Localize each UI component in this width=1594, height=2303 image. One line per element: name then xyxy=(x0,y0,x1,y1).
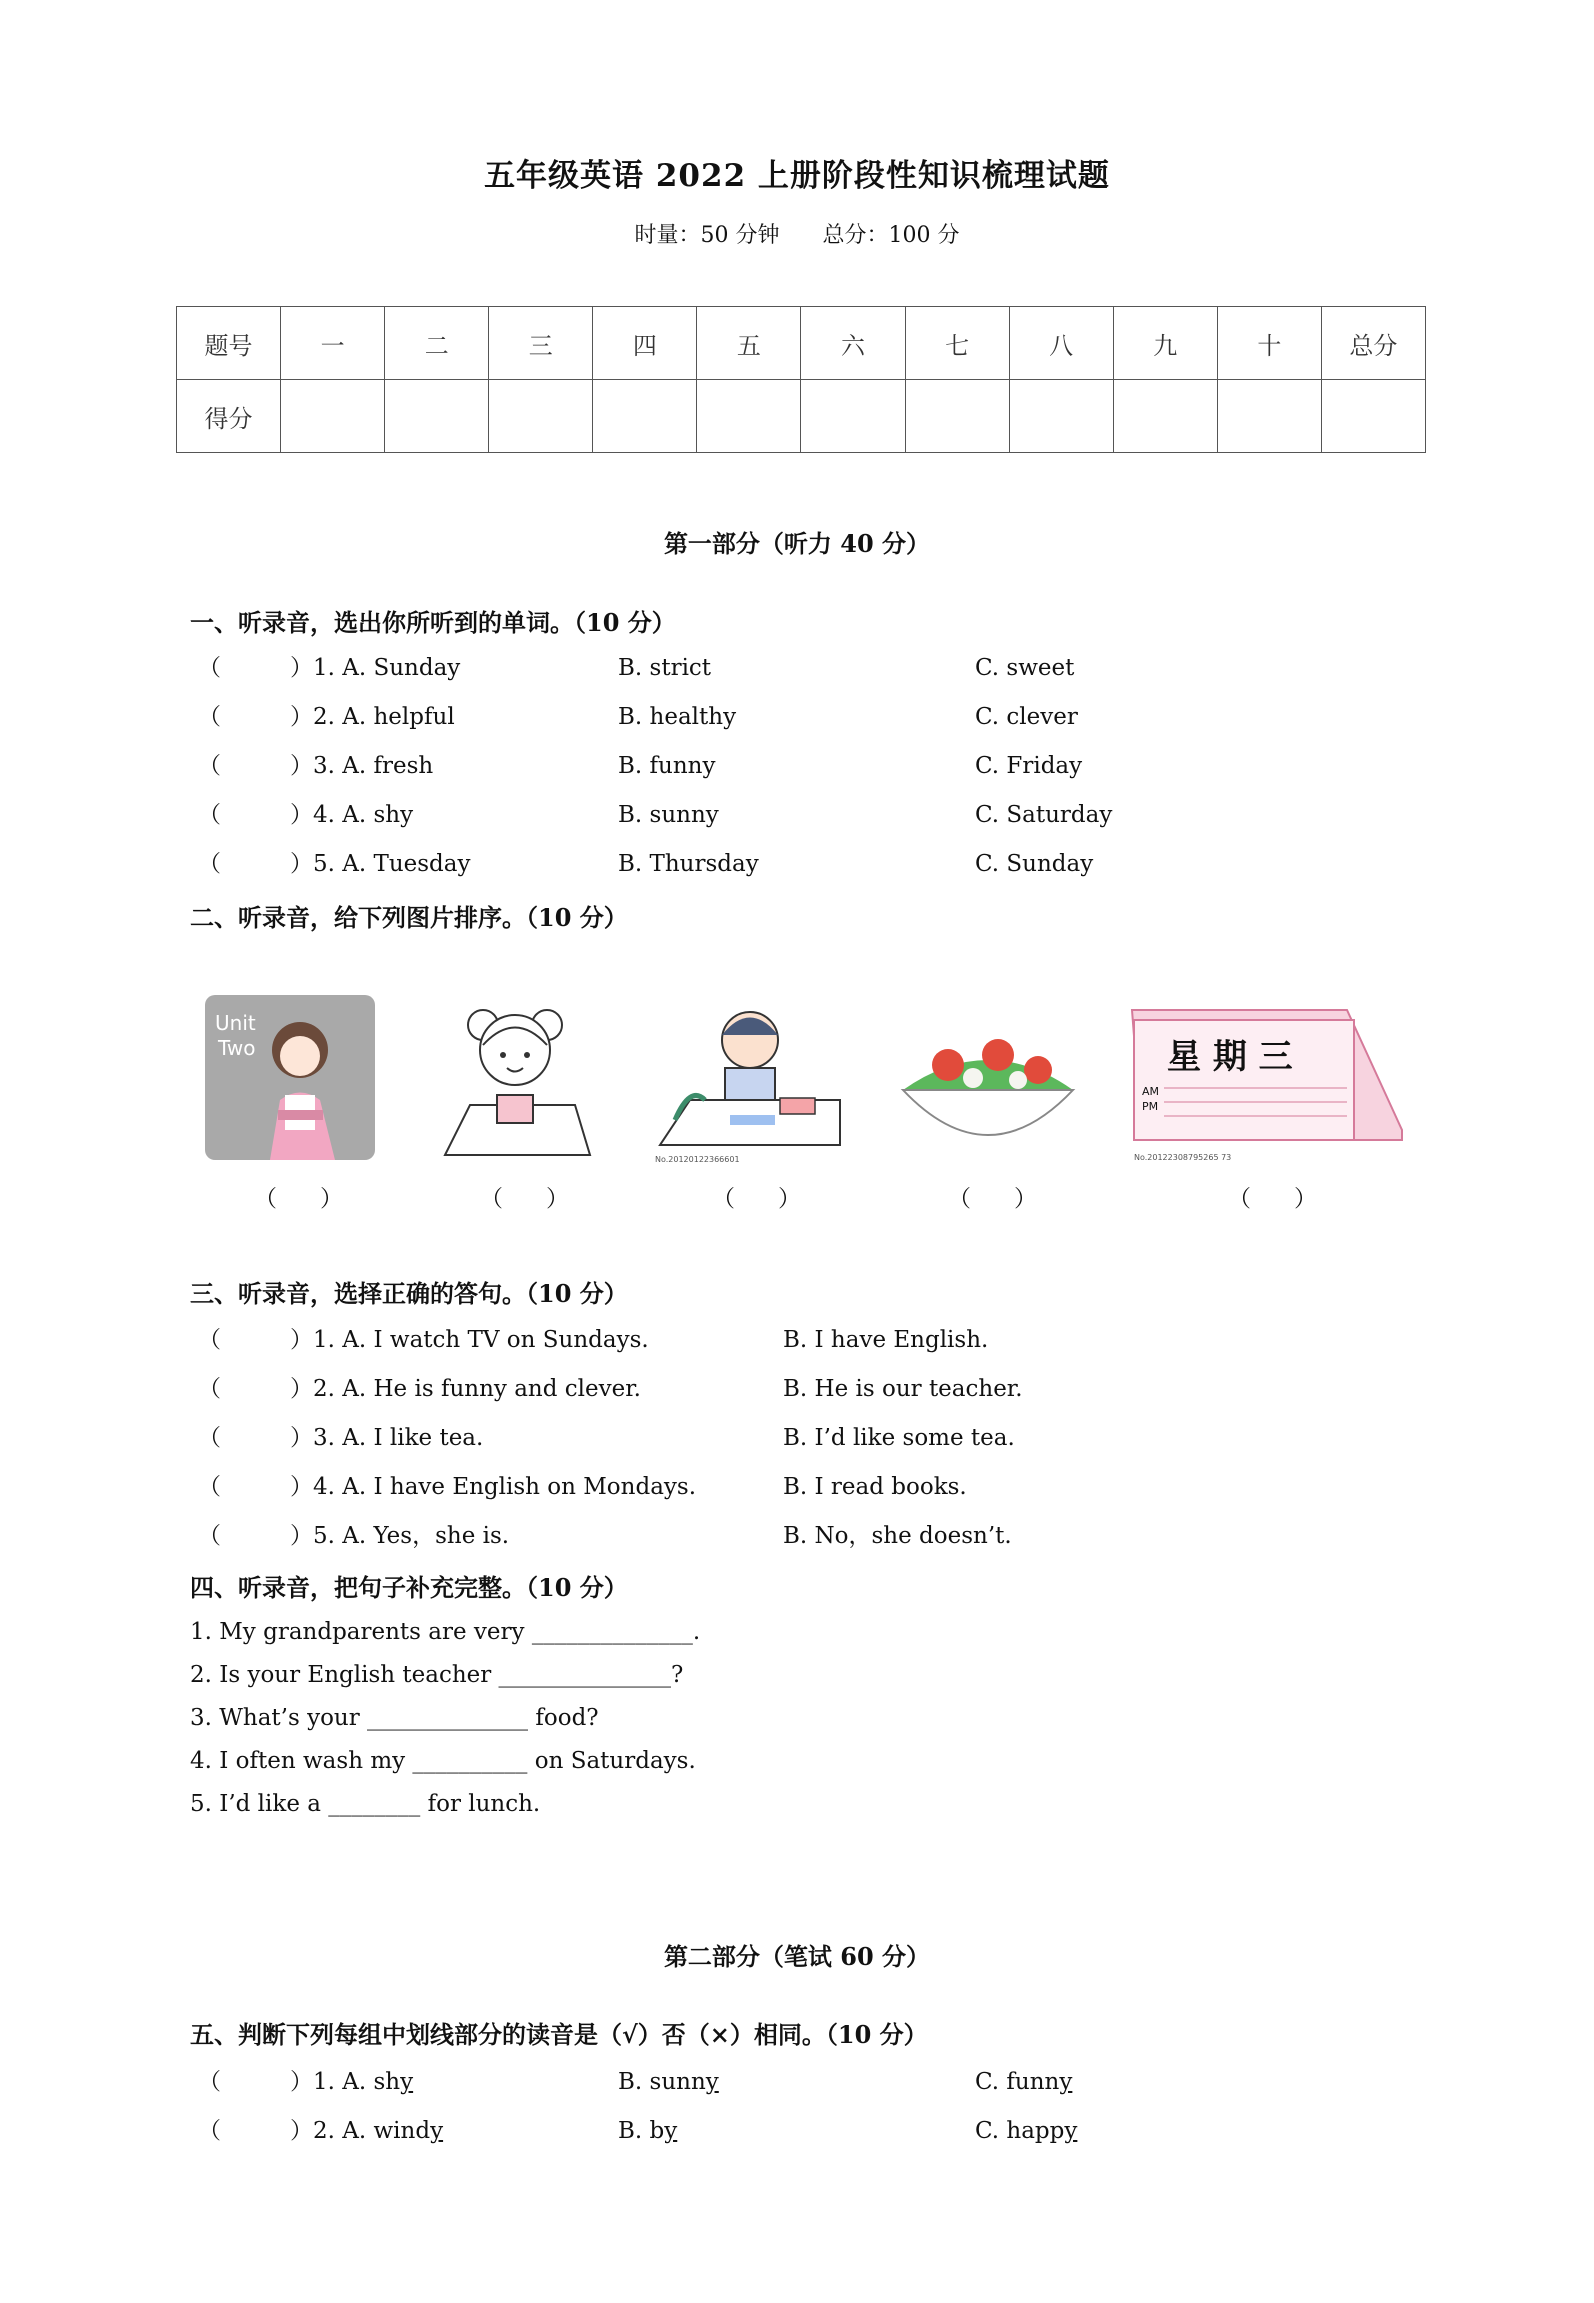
score-cell: 三 xyxy=(489,307,593,380)
option-b: B. sunny xyxy=(618,2069,719,2095)
score-blank-cell[interactable] xyxy=(801,380,905,453)
svg-text:No.20122308795265 73: No.20122308795265 73 xyxy=(1134,1153,1232,1162)
option-b: B. He is our teacher. xyxy=(783,1376,1023,1402)
section4-title: 四、听录音，把句子补充完整。（10 分） xyxy=(190,1573,628,1602)
score-cell: 二 xyxy=(385,307,489,380)
option-b: B. funny xyxy=(618,753,716,779)
score-cell: 八 xyxy=(1009,307,1113,380)
score-blank-cell[interactable] xyxy=(1009,380,1113,453)
option-b: B. No，she doesn’t. xyxy=(783,1523,1012,1549)
option-b: B. healthy xyxy=(618,704,737,730)
option-b: B. I’d like some tea. xyxy=(783,1425,1015,1451)
part2-title: 第二部分（笔试 60 分） xyxy=(663,1942,931,1971)
score-cell: 五 xyxy=(697,307,801,380)
score-cell: 题号 xyxy=(177,307,281,380)
option-b: B. strict xyxy=(618,655,712,681)
option-c: C. happy xyxy=(975,2118,1078,2144)
boy-homework-picture xyxy=(650,990,850,1170)
section5-title: 五、判断下列每组中划线部分的读音是（√）否（×）相同。（10 分） xyxy=(190,2020,928,2049)
score-blank-cell[interactable] xyxy=(593,380,697,453)
section3-title: 三、听录音，选择正确的答句。（10 分） xyxy=(190,1279,628,1308)
option-a: ）1. A. I watch TV on Sundays. xyxy=(290,1327,649,1353)
svg-text:Unit: Unit xyxy=(215,1011,256,1035)
score-cell: 十 xyxy=(1217,307,1321,380)
option-c: C. Friday xyxy=(975,753,1083,779)
option-a: ）4. A. I have English on Mondays. xyxy=(290,1474,697,1500)
score-blank-cell[interactable] xyxy=(1113,380,1217,453)
option-a: ）1. A. Sunday xyxy=(290,655,461,681)
option-a: ）5. A. Tuesday xyxy=(290,851,471,877)
score-blank-cell[interactable] xyxy=(489,380,593,453)
fill-sentence[interactable]: 1. My grandparents are very ______________. xyxy=(190,1619,701,1645)
score-table xyxy=(176,306,1426,453)
option-b: B. I read books. xyxy=(783,1474,967,1500)
score-cell: 九 xyxy=(1113,307,1217,380)
teacher-picture xyxy=(200,990,380,1170)
salad-bowl-picture xyxy=(888,990,1088,1170)
total-score: 总分：100 分 xyxy=(822,223,960,248)
score-cell: 一 xyxy=(281,307,385,380)
svg-text:No.20120122366601: No.20120122366601 xyxy=(655,1155,740,1164)
option-c: C. Sunday xyxy=(975,851,1094,877)
score-blank-cell[interactable] xyxy=(281,380,385,453)
option-a: ）2. A. helpful xyxy=(290,704,455,730)
page-title: 五年级英语 2022 上册阶段性知识梳理试题 xyxy=(484,158,1110,194)
option-c: C. funny xyxy=(975,2069,1073,2095)
part1-title: 第一部分（听力 40 分） xyxy=(663,529,931,558)
fill-sentence[interactable]: 5. I’d like a ________ for lunch. xyxy=(190,1791,541,1817)
score-cell: 六 xyxy=(801,307,905,380)
option-a: ）2. A. He is funny and clever. xyxy=(290,1376,641,1402)
option-a: ）3. A. I like tea. xyxy=(290,1425,484,1451)
option-a: ）1. A. shy xyxy=(290,2069,414,2095)
calendar-wednesday-picture xyxy=(1112,990,1412,1170)
score-blank-cell[interactable] xyxy=(697,380,801,453)
option-c: C. sweet xyxy=(975,655,1075,681)
fill-sentence[interactable]: 3. What’s your ______________ food? xyxy=(190,1705,599,1731)
option-b: B. Thursday xyxy=(618,851,759,877)
score-blank-cell[interactable] xyxy=(1217,380,1321,453)
svg-text:PM: PM xyxy=(1142,1100,1159,1113)
score-cell: 七 xyxy=(905,307,1009,380)
option-a: ）5. A. Yes，she is. xyxy=(290,1523,510,1549)
score-blank-cell[interactable] xyxy=(1321,380,1425,453)
option-a: ）2. A. windy xyxy=(290,2118,444,2144)
svg-text:星 期 三: 星 期 三 xyxy=(1167,1037,1293,1077)
fill-sentence[interactable]: 2. Is your English teacher _______________? xyxy=(190,1662,684,1688)
exam-info xyxy=(0,218,1594,249)
section2-title: 二、听录音，给下列图片排序。（10 分） xyxy=(190,903,628,932)
section1-title: 一、听录音，选出你所听到的单词。（10 分） xyxy=(190,608,676,637)
score-table-header-row xyxy=(177,307,1426,380)
fill-sentence[interactable]: 4. I often wash my __________ on Saturdays. xyxy=(190,1748,696,1774)
score-cell: 总分 xyxy=(1321,307,1425,380)
option-c: C. clever xyxy=(975,704,1078,730)
option-a: ）4. A. shy xyxy=(290,802,414,828)
girl-reading-picture xyxy=(425,990,605,1170)
score-blank-cell[interactable] xyxy=(905,380,1009,453)
time-limit: 时量：50 分钟 xyxy=(634,223,780,248)
score-cell: 四 xyxy=(593,307,697,380)
option-c: C. Saturday xyxy=(975,802,1113,828)
option-b: B. I have English. xyxy=(783,1327,989,1353)
svg-text:AM: AM xyxy=(1142,1085,1160,1098)
svg-text:Two: Two xyxy=(218,1036,256,1060)
option-a: ）3. A. fresh xyxy=(290,753,434,779)
option-b: B. sunny xyxy=(618,802,719,828)
option-b: B. by xyxy=(618,2118,678,2144)
score-label-cell: 得分 xyxy=(177,380,281,453)
score-blank-cell[interactable] xyxy=(385,380,489,453)
score-table-score-row xyxy=(177,380,1426,453)
